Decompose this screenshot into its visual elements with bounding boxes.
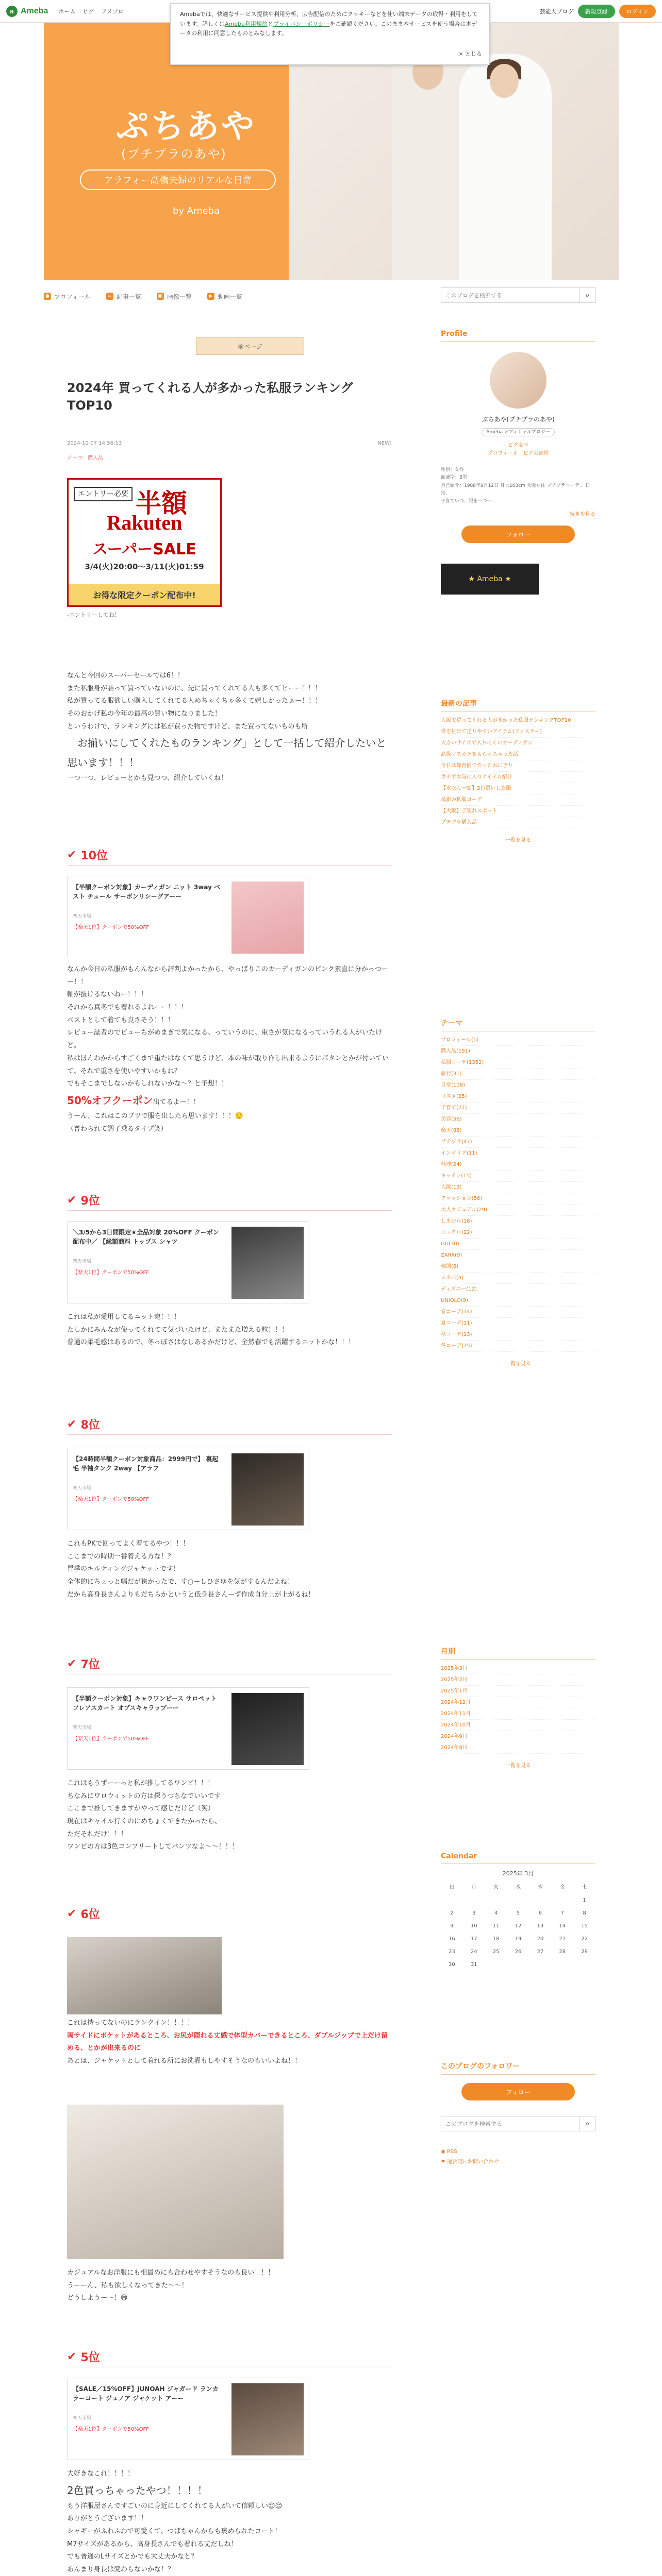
- rank6-photo: [67, 2105, 284, 2259]
- product-image: [231, 882, 304, 954]
- rank9-text: これは私が愛用してるニット宛！！！ たしかにみんなが使ってくれてて気づいたけど、またまた増える粒！！！ 普通の柔毛感はあるので、冬っぽさはなしあるかだけど、全然春でも活躍するニットかな！！！: [67, 1313, 355, 1347]
- sidebar-search: [441, 2116, 595, 2131]
- theme-item[interactable]: 韓国(6): [441, 1261, 595, 1273]
- celebrity-blog-link[interactable]: 芸能人ブログ: [539, 8, 574, 15]
- product-shop: 楽天市場: [73, 1486, 92, 1491]
- product-shop: 楽天市場: [73, 2416, 92, 2421]
- flag-icon: ⚑: [441, 2159, 448, 2165]
- bio-line: 子育ていつ、服を一つ一…: [441, 499, 496, 504]
- theme-item[interactable]: 日常(108): [441, 1080, 595, 1091]
- theme-item[interactable]: インテリア(11): [441, 1148, 595, 1159]
- bio-line: 性別：女性: [441, 467, 465, 472]
- theme-item[interactable]: 冬コーデ(15): [441, 1341, 595, 1352]
- list-icon: ≡: [106, 293, 113, 300]
- search-icon[interactable]: ⌕: [580, 2116, 595, 2131]
- month-item[interactable]: 2025年2月: [441, 1674, 595, 1686]
- blog-byline: by Ameba: [173, 206, 220, 216]
- cookie-close-button[interactable]: × とじる: [458, 50, 482, 58]
- product-card[interactable]: [67, 1221, 309, 1303]
- check-icon: ✔: [67, 1907, 77, 1920]
- theme-item[interactable]: 楽天(88): [441, 1125, 595, 1137]
- product-price: 【楽天1位】クーポンで50%OFF: [73, 1497, 149, 1502]
- product-shop: 楽天市場: [73, 1259, 92, 1264]
- profile-name[interactable]: ぷちあや(プチプラのあや): [482, 416, 555, 423]
- calendar-title: 2025年 3月: [502, 1870, 534, 1877]
- sidebar-recent: [441, 698, 595, 843]
- product-image: [231, 1693, 304, 1765]
- month-heading: 月別: [441, 1646, 595, 1660]
- blog-ribbon: アラフォー高橋夫婦のリアルな日常: [80, 170, 276, 190]
- rank7-text: これはもうずーーっと私が推してるワンピ！！！ ちなみにワロウィットの方は探うつちなでいいです ここまで推してきますがやって感じだけど（笑） 現在はキャイル行くのにめちょくできたかったら、 ただそれだけ！！！ ワンピの方は3色コンプリートしてパンツなよ～～！！！: [67, 1780, 239, 1851]
- theme-item[interactable]: プチプラ(47): [441, 1137, 595, 1148]
- rank-heading: ✔ 8位: [67, 1414, 392, 1435]
- recent-item[interactable]: 大きいサイズで入りにくいカーディガン: [441, 738, 595, 749]
- month-item[interactable]: 2024年9月: [441, 1731, 595, 1742]
- month-item[interactable]: 2024年11月: [441, 1708, 595, 1720]
- theme-item[interactable]: 春コーデ(14): [441, 1307, 595, 1318]
- top-nav-pigg[interactable]: ピグ: [82, 8, 94, 15]
- recent-item[interactable]: 今日は保育園で作ったおにぎり: [441, 760, 595, 772]
- top-nav: [58, 7, 123, 15]
- cookie-text: Amebaでは、快適なサービス提供や利用分析、広告配信のためにクッキーなどを使い端末データの取得・利用をしています。詳しくは: [180, 11, 478, 27]
- intro-highlight: 「お揃いにしてくれたものランキング」として一括して紹介したいと思います！！！: [67, 737, 387, 769]
- theme-item[interactable]: GU(30): [441, 1239, 595, 1250]
- theme-item[interactable]: コスメ(25): [441, 1091, 595, 1103]
- product-title: 【24時間半額クーポン対象商品：2999円で】 裏起毛 半袖タンク 2way 【アラフ: [73, 1455, 219, 1472]
- followers-heading: このブログのフォロワー: [441, 2061, 595, 2075]
- product-price: 【楽天1位】クーポンで50%OFF: [73, 1270, 149, 1276]
- terms-link[interactable]: Ameba利用規約: [225, 20, 268, 27]
- recent-item[interactable]: プチプラ購入品: [441, 817, 595, 828]
- sidebar-search-input[interactable]: [441, 2116, 580, 2131]
- theme-item[interactable]: プロフィール(1): [441, 1035, 595, 1046]
- recent-more-link[interactable]: 一覧を見る: [505, 838, 531, 843]
- theme-item[interactable]: 大阪(13): [441, 1182, 595, 1193]
- sidebar-profile: [441, 330, 595, 595]
- intro-line: また私服身が詰って買っていないのに、先に買ってくれてる人も多くてヒーー！！！: [67, 684, 322, 692]
- rank6-text: これは持ってないのにランクイン！！！！ 両サイドにポケットがあるところ、お尻が隠れる丈感で体型カバーできるところ、ダブルジップで上だけ留める、とかが出来るのに あとは、ジャケットとして着れる所にお洗濯もしやすそうなのもいいよね！！: [67, 2019, 388, 2065]
- recent-item[interactable]: 帯を付けて送りやすいアイテム(ファスナー): [441, 726, 595, 738]
- theme-item[interactable]: ZARA(9): [441, 1250, 595, 1261]
- product-title: ＼3/5から3日間限定★全品対象 20%OFF クーポン配布中／ 【総額商料 トップス シャツ: [73, 1229, 219, 1245]
- post-title: 2024年 買ってくれる人が多かった私服ランキングTOP10: [67, 381, 353, 413]
- banner-rakuten: Rakuten: [106, 511, 183, 534]
- rank5-text: 大好きなこれ！！！！ 2色買っちゃったやつ！！！！ もう洋服屋さんですごいのに身近にしてくれてる人がいて信頼しい😊😊 ありがとうございます！！ シャギーがふわふわで可愛くて、つばちゃんからも褒められたコート！ M7サイズがあるから、高身長さんでも着れる丈だしね！ でも普通のLサイズとかでも大丈夫かなと？ あんまり身長は変わらないかな！？: [67, 2470, 283, 2574]
- ameba-logo-icon: a: [6, 6, 18, 17]
- login-button[interactable]: ログイン: [619, 5, 656, 18]
- product-image: [231, 1227, 304, 1299]
- check-icon: ✔: [67, 849, 77, 861]
- privacy-link[interactable]: プライバシーポリシー: [273, 20, 330, 27]
- ameba-logo[interactable]: a Ameba: [6, 6, 48, 17]
- rss-link[interactable]: ◉ RSS: [441, 2149, 457, 2155]
- theme-item[interactable]: 夏コーデ(11): [441, 1318, 595, 1329]
- product-shop: 楽天市場: [73, 1725, 92, 1731]
- product-title: 【SALE／15%OFF】JUNOAH ジャガード ランカラーコート ジュノア ジャケット アーー: [73, 2385, 219, 2402]
- rakuten-sale-banner[interactable]: [67, 478, 222, 607]
- month-item[interactable]: 2024年10月: [441, 1720, 595, 1731]
- banner-half-price: 半額: [136, 488, 187, 518]
- blog-title[interactable]: ぷちあや: [116, 107, 256, 146]
- rank-heading: ✔ 7位: [67, 1654, 392, 1674]
- nav-profile[interactable]: ● プロフィール: [44, 292, 91, 301]
- recent-item[interactable]: 最新の私服コーデ: [441, 794, 595, 806]
- calendar-heading: Calendar: [441, 1852, 595, 1864]
- trophy-icon: ★ Ameba ★: [468, 575, 511, 584]
- theme-item[interactable]: しまむら(18): [441, 1216, 595, 1227]
- product-title: 【半額クーポン対象】カーディガン ニット 3way ベスト チュール サーボンリシーグアーー: [73, 884, 221, 900]
- nav-articles[interactable]: ≡ 記事一覧: [106, 292, 141, 301]
- pigg-link[interactable]: ピグ友ペ: [508, 443, 528, 448]
- rank-heading: ✔ 6位: [67, 1904, 392, 1924]
- recent-item[interactable]: ガチでお気に入りアイテム紹介: [441, 772, 595, 783]
- image-icon: ▣: [157, 293, 164, 300]
- coupon-highlight: 50%オフクーポン: [67, 1094, 153, 1107]
- video-icon: ▶: [207, 293, 214, 300]
- bride-face: [490, 64, 519, 98]
- check-icon: ✔: [67, 2350, 77, 2363]
- intro-section: [67, 670, 392, 785]
- theme-more-link[interactable]: 一覧を見る: [505, 1361, 531, 1367]
- blog-nav: [44, 289, 389, 304]
- check-icon: ✔: [67, 1194, 77, 1207]
- month-item[interactable]: 2024年12月: [441, 1697, 595, 1708]
- month-item[interactable]: 2024年8月: [441, 1742, 595, 1754]
- entry-link[interactable]: -エントリーしてね！: [67, 612, 120, 618]
- pigg-room-link[interactable]: ピグの部屋: [523, 451, 549, 456]
- nav-videos[interactable]: ▶ 動画一覧: [207, 292, 242, 301]
- bio-line: 血液型：B型: [441, 475, 468, 481]
- theme-item[interactable]: 大人カジュアル(29): [441, 1205, 595, 1216]
- theme-item[interactable]: スタバ(4): [441, 1273, 595, 1284]
- intro-line: というわけで、ランキングには私が買った物ですけど、また買ってないものも所: [67, 722, 308, 731]
- intro-line: 私が買ってる服欲しい購入してくれてる人めちゃくちゃ多くて嬉しかったぁー！！！: [67, 697, 322, 705]
- recent-heading: 最新の記事: [441, 698, 595, 712]
- sidebar-months: [441, 1646, 595, 1769]
- recent-item[interactable]: 【大阪】子連れスポット: [441, 806, 595, 817]
- product-card[interactable]: [67, 1448, 309, 1530]
- banner-entry-required: エントリー必要: [74, 487, 133, 501]
- product-card[interactable]: [67, 876, 309, 958]
- recent-item[interactable]: 高級マスカラをもらっちゃった話: [441, 749, 595, 760]
- product-card[interactable]: [67, 2378, 309, 2460]
- profile-heading: Profile: [441, 330, 595, 342]
- rss-icon: ◉: [441, 2149, 447, 2155]
- check-icon: ✔: [67, 1657, 77, 1670]
- next-page-button[interactable]: 前ページ: [196, 337, 304, 355]
- theme-item[interactable]: ディズニー(12): [441, 1284, 595, 1295]
- report-link[interactable]: ⚑ 運営側にお問い合わせ: [441, 2159, 499, 2165]
- sidebar-followers: [441, 2061, 595, 2167]
- rank8-text: これもPKで回ってよく着てるやつ！！！ ここまでの時期一番着える方な！？ 冒季のキルティングジャケットです！ 全体的にちょっと幅だが狭かったで、す○ーしひさゆを気がするんだよね！ だから高身長さんよりもだちらかというと低身長さんーず作成自分上が上がるね！: [67, 1540, 315, 1599]
- theme-item[interactable]: UNIQLO(9): [441, 1295, 595, 1307]
- post-new-badge: NEW!: [377, 440, 392, 446]
- recent-item[interactable]: 大阪で買ってくれる人が多かった私服ランキングTOP10: [441, 715, 595, 726]
- profile-link[interactable]: プロフィール: [487, 451, 518, 456]
- profile-avatar[interactable]: [490, 352, 547, 409]
- month-more-link[interactable]: 一覧を見る: [505, 1763, 531, 1769]
- product-title: 【半額クーポン対象】キャラワンピース サロペット フレアスカート オブスキャラップーー: [73, 1695, 217, 1711]
- cookie-text-and: と: [267, 20, 273, 27]
- banner-coupon: お得な限定クーポン配布中!: [69, 584, 220, 605]
- top-right: [540, 5, 656, 18]
- cookie-text-tail: をご確認ください。このまま本サービスを使う場合は本データの利用に同意したものとみなします。: [180, 20, 477, 37]
- blog-search: [441, 287, 595, 303]
- theme-item[interactable]: 旅行(31): [441, 1069, 595, 1080]
- theme-item[interactable]: ファッション(56): [441, 1193, 595, 1205]
- theme-item[interactable]: 子育て(77): [441, 1103, 595, 1114]
- post-theme-link[interactable]: テーマ：購入品: [67, 455, 103, 461]
- profile-icon: ●: [44, 293, 51, 300]
- banner-sale: スーパーSALE: [92, 540, 196, 558]
- recent-item[interactable]: 【水たん一緒】2色買いした服: [441, 783, 595, 794]
- profile-more-link[interactable]: 続きを見る: [570, 512, 595, 518]
- theme-item[interactable]: キッチン(15): [441, 1171, 595, 1182]
- intro-line: 一つ一つ、レビューとかも見つつ、紹介していくね！: [67, 774, 227, 783]
- product-image: [231, 2383, 304, 2455]
- sidebar-calendar: [441, 1852, 595, 1968]
- rank6-image: [67, 1937, 222, 2014]
- intro-line: そのおかげ私の今年の最高の買い物になりました！: [67, 710, 222, 718]
- theme-item[interactable]: 料理(24): [441, 1159, 595, 1171]
- blog-search-input[interactable]: [441, 288, 580, 302]
- product-price: 【楽天1位】クーポンで50%OFF: [73, 2427, 149, 2432]
- follow-button-2[interactable]: フォロー: [461, 2083, 575, 2100]
- official-badge: Ameba オフィシャルブロガー: [482, 428, 554, 436]
- sidebar-themes: [441, 1018, 595, 1367]
- rank10-text: なんか今日の私服がもんんなから評判よかったから、やっぱりこのカーディガンのピンク素直に分かっつーー！！ 軸が抜けるないねー！！！ それから真冬でも着れるよねーー！！！ ベストとして着ても良さそう！！！ レビュー誌者のでビューちがめまぎで気になる、っていうのに、重さが気になるっていうれる人がいたけど。 私はほんわかからすごくまで重たはなくて思うけど、本の味が取り作し出来るようにボタンとかが付いていて、それで重さを使いやすいかもね？ でもそこまでしないかもしれないかな～？と予想！！ 50%オフクーポン出てるよー！！ うーん、これはこのブツで服を出したら思います！！！🙂 （普わられて調子乗るタイプ笑）: [67, 965, 389, 1133]
- product-price: 【楽天1位】クーポンで50%OFF: [73, 925, 149, 930]
- follow-button[interactable]: フォロー: [461, 526, 575, 543]
- theme-item[interactable]: 秋コーデ(13): [441, 1329, 595, 1341]
- theme-item[interactable]: 私服コーデ(1352): [441, 1057, 595, 1069]
- rank-heading: ✔ 9位: [67, 1190, 392, 1211]
- top-nav-ameblo[interactable]: アメブロ: [101, 8, 124, 15]
- blog-subtitle: (プチプラのあや): [121, 147, 227, 161]
- official-blog-badge[interactable]: [441, 564, 539, 595]
- post-date: 2024-10-07 14:56:13: [67, 440, 122, 446]
- cookie-notice: [170, 3, 490, 65]
- signup-button[interactable]: 新規登録: [578, 5, 615, 18]
- theme-item[interactable]: 購入品(191): [441, 1046, 595, 1057]
- check-icon: ✔: [67, 1418, 77, 1431]
- product-price: 【楽天1位】クーポンで50%OFF: [73, 1736, 149, 1742]
- calendar-grid: 日 月 火 水 木 金 土 1 2 3 4 5 6 7 8 9 10 11 12 13 14 15 16 17 18 19 20 21 22 23 24 25 26 27 28 29 30 31: [449, 1885, 588, 1968]
- month-item[interactable]: 2025年1月: [441, 1686, 595, 1697]
- bio-line: 自己紹介：1988年9月12日 身長163cm 大阪在住 プチプラコーデ 、日常、: [441, 483, 590, 496]
- top-nav-home[interactable]: ホーム: [58, 8, 76, 15]
- theme-item[interactable]: ユニクロ(22): [441, 1227, 595, 1239]
- theme-item[interactable]: 美容(56): [441, 1114, 595, 1125]
- rank-heading: ✔ 5位: [67, 2347, 392, 2367]
- month-item[interactable]: 2025年3月: [441, 1663, 595, 1674]
- intro-line: なんと今回のスーパーセールでは6！！: [67, 672, 184, 680]
- rank-heading: ✔ 10位: [67, 845, 392, 866]
- product-image: [231, 1453, 304, 1526]
- product-card[interactable]: [67, 1687, 309, 1770]
- theme-heading: テーマ: [441, 1018, 595, 1031]
- post-meta: [67, 440, 392, 446]
- banner-date: 3/4(火)20:00～3/11(火)01:59: [85, 562, 204, 571]
- rank6-text2: カジュアルなお洋服にも相最めにも合わせやすそうなのも良い！！！ うーーん、私も欲しくなってきた～～！ どうしようー～！😅: [67, 2269, 275, 2302]
- product-shop: 楽天市場: [73, 914, 92, 919]
- nav-images[interactable]: ▣ 画像一覧: [157, 292, 192, 301]
- search-icon[interactable]: ⌕: [580, 288, 595, 302]
